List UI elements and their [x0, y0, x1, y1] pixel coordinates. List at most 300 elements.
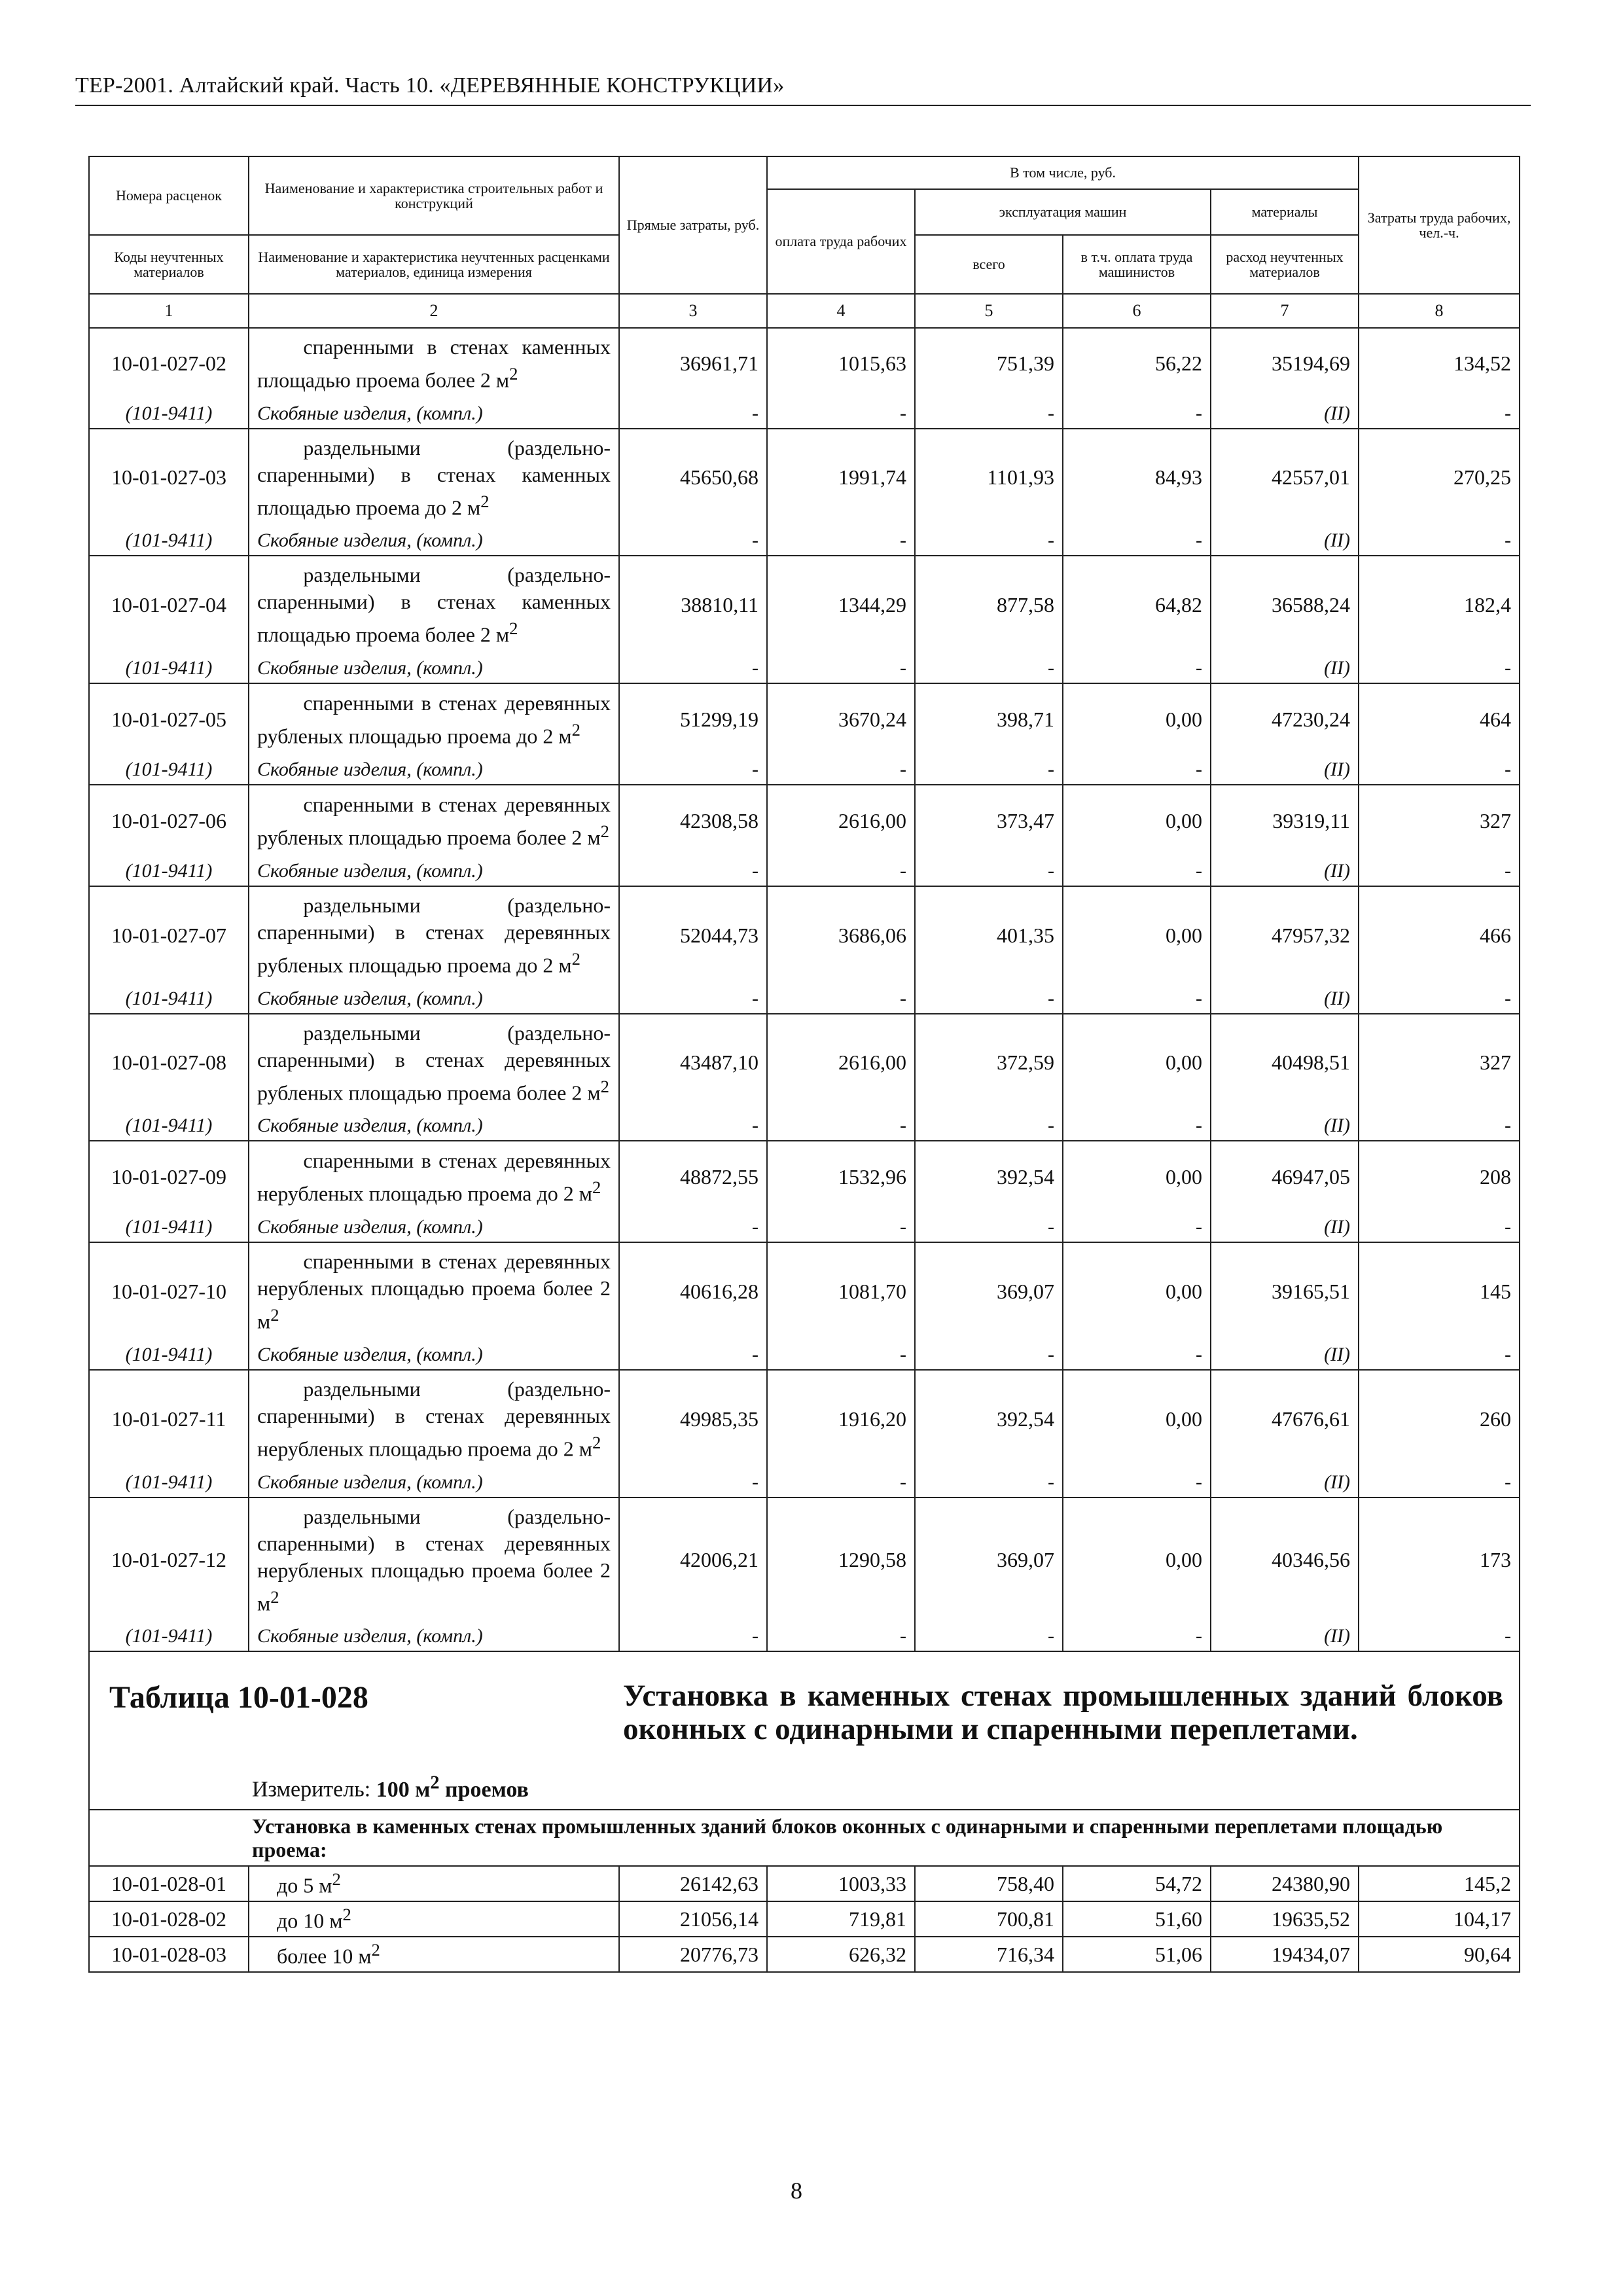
value-machines: 716,34: [915, 1937, 1063, 1972]
value-machines: 1101,93: [915, 429, 1063, 527]
material-mark: (II): [1211, 857, 1359, 886]
value-machines: 401,35: [915, 886, 1063, 984]
dash-value: -: [1063, 984, 1211, 1014]
rate-description: [249, 1498, 619, 1623]
dash-value: -: [1063, 1111, 1211, 1141]
unit-superscript: 2: [592, 1432, 601, 1452]
material-row: [89, 984, 1520, 1014]
value-machines: 700,81: [915, 1901, 1063, 1937]
value-labor: 2616,00: [767, 785, 915, 857]
header-labor-cost: Затраты труда рабочих, чел.-ч.: [1359, 156, 1520, 294]
rate-code: 10-01-027-07: [89, 886, 249, 984]
measure-value-text: 100 м: [376, 1777, 431, 1802]
rate-description-label: раздельными (раздельно-спаренными) в стенах деревянных рубленых площадью проема более 2 м: [257, 1020, 611, 1105]
table-heading-row: [89, 1651, 1520, 1810]
value-materials: 36588,24: [1211, 556, 1359, 654]
rate-description-label: спаренными в стенах каменных площадью проема более 2 м: [257, 335, 611, 392]
unit-superscript: 2: [430, 1772, 440, 1793]
value-labor-hours: 173: [1359, 1498, 1520, 1623]
table-heading: [89, 1651, 1520, 1810]
value-machines: 369,07: [915, 1498, 1063, 1623]
rate-code: 10-01-027-11: [89, 1370, 249, 1468]
dash-value: -: [915, 1111, 1063, 1141]
value-materials: 19635,52: [1211, 1901, 1359, 1937]
material-name: Скобяные изделия, (компл.): [249, 399, 619, 429]
value-labor: 1015,63: [767, 328, 915, 399]
dash-value: -: [619, 984, 767, 1014]
rate-description-label: раздельными (раздельно-спаренными) в стенах деревянных рубленых площадью проема до 2 м: [257, 893, 611, 977]
dash-value: -: [1359, 1622, 1520, 1651]
value-machinist: 0,00: [1063, 683, 1211, 755]
rate-description-label: спаренными в стенах деревянных нерубленых площадью проема более 2 м: [257, 1249, 611, 1333]
value-labor-hours: 104,17: [1359, 1901, 1520, 1937]
table-row: [89, 1141, 1520, 1213]
dash-value: -: [915, 755, 1063, 785]
value-direct: 51299,19: [619, 683, 767, 755]
dash-value: -: [915, 654, 1063, 683]
table-row: [89, 1242, 1520, 1340]
dash-value: -: [619, 526, 767, 556]
value-labor-hours: 182,4: [1359, 556, 1520, 654]
rate-description: [249, 429, 619, 527]
unit-superscript: 2: [480, 491, 490, 511]
value-labor-hours: 466: [1359, 886, 1520, 984]
material-name: Скобяные изделия, (компл.): [249, 1213, 619, 1242]
dash-value: -: [1063, 1213, 1211, 1242]
unit-superscript: 2: [571, 719, 580, 740]
material-mark: (II): [1211, 1213, 1359, 1242]
rate-description: [249, 886, 619, 984]
table-row: [89, 785, 1520, 857]
rate-description: [249, 1014, 619, 1112]
col-number: 1: [89, 294, 249, 328]
section-title: Установка в каменных стенах промышленных зданий блоков оконных с одинарными и спаренными переплетами площадью проема:: [89, 1810, 1520, 1866]
dash-value: -: [619, 857, 767, 886]
rate-description: [249, 785, 619, 857]
col-number: 2: [249, 294, 619, 328]
material-name: Скобяные изделия, (компл.): [249, 1111, 619, 1141]
value-labor-hours: 327: [1359, 1014, 1520, 1112]
col-number: 3: [619, 294, 767, 328]
value-machinist: 54,72: [1063, 1866, 1211, 1901]
table-measure: [252, 1772, 529, 1802]
page-number: 8: [791, 2178, 802, 2204]
dash-value: -: [915, 857, 1063, 886]
dash-value: -: [767, 755, 915, 785]
material-name: Скобяные изделия, (компл.): [249, 984, 619, 1014]
material-mark: (II): [1211, 755, 1359, 785]
dash-value: -: [767, 857, 915, 886]
value-materials: 24380,90: [1211, 1866, 1359, 1901]
material-code: (101-9411): [89, 1213, 249, 1242]
value-labor-hours: 327: [1359, 785, 1520, 857]
col-number: 6: [1063, 294, 1211, 328]
running-header: ТЕР-2001. Алтайский край. Часть 10. «ДЕРЕВЯННЫЕ КОНСТРУКЦИИ»: [75, 73, 785, 98]
dash-value: -: [1063, 755, 1211, 785]
material-row: [89, 526, 1520, 556]
table-row: [89, 1014, 1520, 1112]
value-machinist: 0,00: [1063, 1242, 1211, 1340]
material-mark: (II): [1211, 1622, 1359, 1651]
value-labor-hours: 208: [1359, 1141, 1520, 1213]
value-labor: 1916,20: [767, 1370, 915, 1468]
material-mark: (II): [1211, 399, 1359, 429]
rate-code: 10-01-027-02: [89, 328, 249, 399]
rate-description: [249, 328, 619, 399]
table-number: Таблица 10-01-028: [109, 1680, 368, 1715]
rate-description-text: [257, 1503, 611, 1617]
dash-value: -: [1063, 526, 1211, 556]
measure-value: [376, 1772, 529, 1802]
value-machinist: 84,93: [1063, 429, 1211, 527]
value-labor: 1991,74: [767, 429, 915, 527]
rate-code: 10-01-027-05: [89, 683, 249, 755]
rate-code: 10-01-027-12: [89, 1498, 249, 1623]
dash-value: -: [619, 1340, 767, 1370]
dash-value: -: [767, 1622, 915, 1651]
value-machinist: 51,06: [1063, 1937, 1211, 1972]
dash-value: -: [915, 1622, 1063, 1651]
value-machinist: 51,60: [1063, 1901, 1211, 1937]
value-direct: 26142,63: [619, 1866, 767, 1901]
rate-description-text: [257, 1020, 611, 1107]
table-row: [89, 1498, 1520, 1623]
value-direct: 40616,28: [619, 1242, 767, 1340]
dash-value: -: [1359, 654, 1520, 683]
value-materials: 47957,32: [1211, 886, 1359, 984]
rate-code: 10-01-027-10: [89, 1242, 249, 1340]
value-labor: 2616,00: [767, 1014, 915, 1112]
dash-value: -: [619, 1468, 767, 1498]
dash-value: -: [767, 654, 915, 683]
material-mark: (II): [1211, 1111, 1359, 1141]
value-labor: 1290,58: [767, 1498, 915, 1623]
material-code: (101-9411): [89, 984, 249, 1014]
dash-value: -: [915, 1468, 1063, 1498]
unit-superscript: 2: [509, 364, 518, 384]
measure-suffix: проемов: [439, 1777, 529, 1802]
header-codes-top: Номера расценок: [89, 156, 249, 235]
value-labor: 1081,70: [767, 1242, 915, 1340]
value-machines: 758,40: [915, 1866, 1063, 1901]
dash-value: -: [1063, 1340, 1211, 1370]
unit-superscript: 2: [600, 1076, 609, 1096]
rate-description: [249, 683, 619, 755]
table-row: [89, 683, 1520, 755]
rate-description-text: [257, 1248, 611, 1335]
header-direct: Прямые затраты, руб.: [619, 156, 767, 294]
value-machinist: 0,00: [1063, 1370, 1211, 1468]
dash-value: -: [915, 1213, 1063, 1242]
value-direct: 42308,58: [619, 785, 767, 857]
dash-value: -: [1063, 1622, 1211, 1651]
material-code: (101-9411): [89, 755, 249, 785]
rate-description-text: [257, 334, 611, 394]
header-name-top: Наименование и характеристика строительных работ и конструкций: [249, 156, 619, 235]
value-machines: 398,71: [915, 683, 1063, 755]
rate-description-label: спаренными в стенах деревянных рубленых площадью проема более 2 м: [257, 792, 611, 850]
value-machines: 373,47: [915, 785, 1063, 857]
material-code: (101-9411): [89, 1340, 249, 1370]
dash-value: -: [767, 1468, 915, 1498]
value-direct: 42006,21: [619, 1498, 767, 1623]
value-machines: 392,54: [915, 1141, 1063, 1213]
value-labor-hours: 464: [1359, 683, 1520, 755]
material-mark: (II): [1211, 1340, 1359, 1370]
value-machines: 369,07: [915, 1242, 1063, 1340]
value-materials: 40498,51: [1211, 1014, 1359, 1112]
dash-value: -: [1359, 857, 1520, 886]
value-machinist: 64,82: [1063, 556, 1211, 654]
header-name-bottom: Наименование и характеристика неучтенных расценками материалов, единица измерения: [249, 235, 619, 294]
rate-description-text: [257, 791, 611, 852]
value-machinist: 0,00: [1063, 785, 1211, 857]
value-labor-hours: 134,52: [1359, 328, 1520, 399]
dash-value: -: [1359, 1340, 1520, 1370]
table-title: Установка в каменных стенах промышленных зданий блоков оконных с одинарными и спаренными переплетами.: [623, 1679, 1503, 1747]
value-materials: 40346,56: [1211, 1498, 1359, 1623]
value-direct: 36961,71: [619, 328, 767, 399]
dash-value: -: [915, 399, 1063, 429]
rate-description-label: раздельными (раздельно-спаренными) в стенах деревянных нерубленых площадью проема более 2 м: [257, 1504, 611, 1615]
table-row: [89, 1937, 1520, 1972]
material-code: (101-9411): [89, 857, 249, 886]
column-numbers-row: [89, 294, 1520, 328]
table-row: [89, 1901, 1520, 1937]
material-mark: (II): [1211, 1468, 1359, 1498]
dash-value: -: [1359, 399, 1520, 429]
header-machines-total: всего: [915, 235, 1063, 294]
dash-value: -: [767, 1340, 915, 1370]
col-number: 4: [767, 294, 915, 328]
rate-code: 10-01-027-08: [89, 1014, 249, 1112]
col-number: 5: [915, 294, 1063, 328]
dash-value: -: [1359, 1213, 1520, 1242]
measure-label: Измеритель:: [252, 1777, 371, 1802]
value-labor: 3686,06: [767, 886, 915, 984]
material-row: [89, 1468, 1520, 1498]
value-machinist: 0,00: [1063, 886, 1211, 984]
material-row: [89, 399, 1520, 429]
header-materials-sub: расход неучтенных материалов: [1211, 235, 1359, 294]
dash-value: -: [915, 1340, 1063, 1370]
rate-description-label: до 10 м: [277, 1909, 343, 1933]
material-name: Скобяные изделия, (компл.): [249, 526, 619, 556]
header-including: В том числе, руб.: [767, 156, 1359, 189]
value-direct: 38810,11: [619, 556, 767, 654]
material-code: (101-9411): [89, 654, 249, 683]
rate-description: [249, 1242, 619, 1340]
material-code: (101-9411): [89, 399, 249, 429]
rate-description-text: [257, 435, 611, 522]
material-code: (101-9411): [89, 526, 249, 556]
material-name: Скобяные изделия, (компл.): [249, 1468, 619, 1498]
material-name: Скобяные изделия, (компл.): [249, 857, 619, 886]
value-materials: 46947,05: [1211, 1141, 1359, 1213]
value-labor: 3670,24: [767, 683, 915, 755]
unit-superscript: 2: [571, 948, 580, 969]
material-row: [89, 654, 1520, 683]
section-row: [89, 1810, 1520, 1866]
rate-description-text: [257, 562, 611, 649]
rate-code: 10-01-028-02: [89, 1901, 249, 1937]
value-materials: 39165,51: [1211, 1242, 1359, 1340]
value-labor: 1003,33: [767, 1866, 915, 1901]
material-mark: (II): [1211, 526, 1359, 556]
dash-value: -: [619, 755, 767, 785]
value-materials: 42557,01: [1211, 429, 1359, 527]
value-labor-hours: 90,64: [1359, 1937, 1520, 1972]
dash-value: -: [1063, 1468, 1211, 1498]
table-row: [89, 1370, 1520, 1468]
value-labor-hours: 145,2: [1359, 1866, 1520, 1901]
value-materials: 19434,07: [1211, 1937, 1359, 1972]
unit-superscript: 2: [509, 619, 518, 639]
dash-value: -: [619, 1213, 767, 1242]
value-labor: 1532,96: [767, 1141, 915, 1213]
unit-superscript: 2: [371, 1940, 380, 1960]
rate-description-label: более 10 м: [277, 1945, 372, 1969]
table-row: [89, 429, 1520, 527]
header-labor: оплата труда рабочих: [767, 189, 915, 294]
value-materials: 35194,69: [1211, 328, 1359, 399]
material-row: [89, 1340, 1520, 1370]
material-name: Скобяные изделия, (компл.): [249, 755, 619, 785]
material-name: Скобяные изделия, (компл.): [249, 1622, 619, 1651]
table-row: [89, 328, 1520, 399]
rate-description-label: спаренными в стенах деревянных нерубленых площадью проема до 2 м: [257, 1148, 611, 1206]
rate-description-label: раздельными (раздельно-спаренными) в стенах каменных площадью проема более 2 м: [257, 563, 611, 647]
header-machines-labor: в т.ч. оплата труда машинистов: [1063, 235, 1211, 294]
material-row: [89, 1213, 1520, 1242]
value-machines: 751,39: [915, 328, 1063, 399]
dash-value: -: [1359, 1111, 1520, 1141]
dash-value: -: [767, 399, 915, 429]
unit-superscript: 2: [592, 1177, 601, 1197]
dash-value: -: [767, 1111, 915, 1141]
material-row: [89, 755, 1520, 785]
dash-value: -: [1359, 526, 1520, 556]
unit-superscript: 2: [342, 1905, 351, 1925]
header-machines: эксплуатация машин: [915, 189, 1211, 235]
rates-table: [88, 156, 1520, 1973]
value-machinist: 0,00: [1063, 1014, 1211, 1112]
value-labor-hours: 270,25: [1359, 429, 1520, 527]
dash-value: -: [619, 1622, 767, 1651]
rate-description-text: [257, 1147, 611, 1208]
dash-value: -: [1359, 984, 1520, 1014]
rate-code: 10-01-027-03: [89, 429, 249, 527]
value-materials: 39319,11: [1211, 785, 1359, 857]
value-labor: 1344,29: [767, 556, 915, 654]
rate-description: [249, 556, 619, 654]
dash-value: -: [767, 526, 915, 556]
rate-description-label: раздельными (раздельно-спаренными) в стенах деревянных нерубленых площадью проема до 2 м: [257, 1376, 611, 1461]
dash-value: -: [619, 654, 767, 683]
material-code: (101-9411): [89, 1111, 249, 1141]
dash-value: -: [619, 1111, 767, 1141]
header-codes-bottom: Коды неучтенных материалов: [89, 235, 249, 294]
rate-description-text: [257, 690, 611, 750]
rate-description: [249, 1937, 619, 1972]
rate-description-label: до 5 м: [277, 1874, 332, 1898]
value-direct: 45650,68: [619, 429, 767, 527]
material-row: [89, 857, 1520, 886]
table-row: [89, 886, 1520, 984]
value-direct: 21056,14: [619, 1901, 767, 1937]
dash-value: -: [1063, 399, 1211, 429]
rate-code: 10-01-028-03: [89, 1937, 249, 1972]
unit-superscript: 2: [332, 1869, 341, 1890]
value-machinist: 0,00: [1063, 1141, 1211, 1213]
dash-value: -: [1063, 857, 1211, 886]
value-direct: 20776,73: [619, 1937, 767, 1972]
value-machines: 392,54: [915, 1370, 1063, 1468]
unit-superscript: 2: [270, 1305, 279, 1325]
value-machines: 372,59: [915, 1014, 1063, 1112]
header-materials: материалы: [1211, 189, 1359, 235]
value-labor: 719,81: [767, 1901, 915, 1937]
material-mark: (II): [1211, 654, 1359, 683]
rate-code: 10-01-028-01: [89, 1866, 249, 1901]
rate-description: [249, 1901, 619, 1937]
header-rule: [75, 105, 1531, 106]
rate-description-label: спаренными в стенах деревянных рубленых площадью проема до 2 м: [257, 691, 611, 748]
value-direct: 48872,55: [619, 1141, 767, 1213]
dash-value: -: [1359, 755, 1520, 785]
table-row: [89, 1866, 1520, 1901]
value-machinist: 0,00: [1063, 1498, 1211, 1623]
dash-value: -: [767, 984, 915, 1014]
value-labor-hours: 145: [1359, 1242, 1520, 1340]
value-machinist: 56,22: [1063, 328, 1211, 399]
value-direct: 43487,10: [619, 1014, 767, 1112]
value-direct: 49985,35: [619, 1370, 767, 1468]
rate-description-label: раздельными (раздельно-спаренными) в стенах каменных площадью проема до 2 м: [257, 435, 611, 520]
value-labor: 626,32: [767, 1937, 915, 1972]
rate-description: [249, 1370, 619, 1468]
value-machines: 877,58: [915, 556, 1063, 654]
dash-value: -: [1063, 654, 1211, 683]
col-number: 8: [1359, 294, 1520, 328]
unit-superscript: 2: [600, 821, 609, 841]
rate-code: 10-01-027-09: [89, 1141, 249, 1213]
dash-value: -: [1359, 1468, 1520, 1498]
material-name: Скобяные изделия, (компл.): [249, 654, 619, 683]
value-materials: 47230,24: [1211, 683, 1359, 755]
dash-value: -: [767, 1213, 915, 1242]
value-labor-hours: 260: [1359, 1370, 1520, 1468]
dash-value: -: [619, 399, 767, 429]
rate-description: [249, 1141, 619, 1213]
rate-code: 10-01-027-06: [89, 785, 249, 857]
table-row: [89, 556, 1520, 654]
material-mark: (II): [1211, 984, 1359, 1014]
material-code: (101-9411): [89, 1468, 249, 1498]
rate-description-text: [257, 892, 611, 979]
col-number: 7: [1211, 294, 1359, 328]
material-row: [89, 1622, 1520, 1651]
rate-code: 10-01-027-04: [89, 556, 249, 654]
value-direct: 52044,73: [619, 886, 767, 984]
rate-description: [249, 1866, 619, 1901]
material-name: Скобяные изделия, (компл.): [249, 1340, 619, 1370]
material-code: (101-9411): [89, 1622, 249, 1651]
dash-value: -: [915, 526, 1063, 556]
dash-value: -: [915, 984, 1063, 1014]
rate-description-text: [257, 1376, 611, 1463]
value-materials: 47676,61: [1211, 1370, 1359, 1468]
